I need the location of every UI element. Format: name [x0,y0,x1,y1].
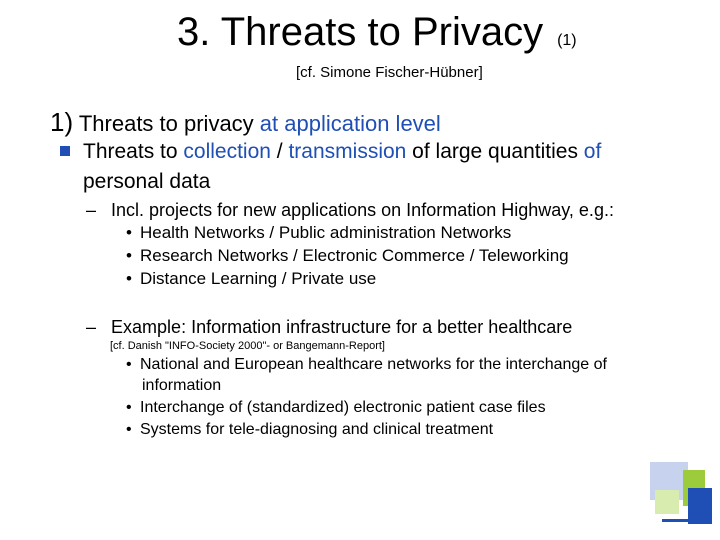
bullet-icon: • [126,356,132,373]
main-point-line2: personal data [83,170,211,193]
point-text-f: of [583,140,602,163]
point-text-e: of large quantities [406,140,584,163]
bullet-icon: • [126,223,132,242]
heading-text-b: at application level [259,111,441,136]
dash-icon: – [86,200,97,220]
point-text-d: transmission [288,140,407,163]
bullet-icon: • [126,399,132,416]
heading-text-a: Threats to privacy [78,111,260,136]
point-text-b: collection [183,140,271,163]
sub1-line [86,199,614,221]
bullet-icon: • [126,421,132,438]
sub2-citation: [cf. Danish "INFO-Society 2000"- or Bangemann-Report] [110,340,385,352]
bullet-icon: • [126,246,132,265]
sub2-bullet-1 [126,355,607,375]
bullet-icon: • [126,269,132,288]
title-text: 3. Threats to Privacy [177,10,544,54]
sub1-bullet-3 [126,268,376,290]
section-heading [50,108,441,138]
bullet-text: Interchange of (standardized) electronic patient case files [140,399,546,416]
decor-line [662,519,692,522]
bullet-text: National and European healthcare networks for the interchange of [140,356,607,373]
sub1-bullet-2 [126,245,569,267]
main-point-line1 [83,139,601,165]
title-number: (1) [557,32,577,49]
sub2-bullet-1-cont: information [142,377,222,394]
point-text-c: / [270,140,289,163]
sub2-bullet-3 [126,420,493,440]
dash-icon: – [86,317,97,337]
heading-number: 1) [50,107,74,137]
point-text-a: Threats to [83,140,184,163]
bullet-text: Health Networks / Public administration Networks [140,223,512,242]
citation-top: [cf. Simone Fischer-Hübner] [296,64,483,81]
slide-title [177,8,577,65]
bullet-text: Systems for tele-diagnosing and clinical treatment [140,421,494,438]
sub2-text: Example: Information infrastructure for a better healthcare [111,317,573,337]
bullet-text: Research Networks / Electronic Commerce / Teleworking [140,246,569,265]
bullet-text: Distance Learning / Private use [140,269,377,288]
sub2-bullet-2 [126,398,546,418]
decor-square-light-green [655,490,679,514]
square-bullet-icon [60,146,70,156]
sub1-text: Incl. projects for new applications on Information Highway, e.g.: [111,200,614,220]
sub1-bullet-1 [126,222,511,244]
sub2-line [86,316,572,338]
